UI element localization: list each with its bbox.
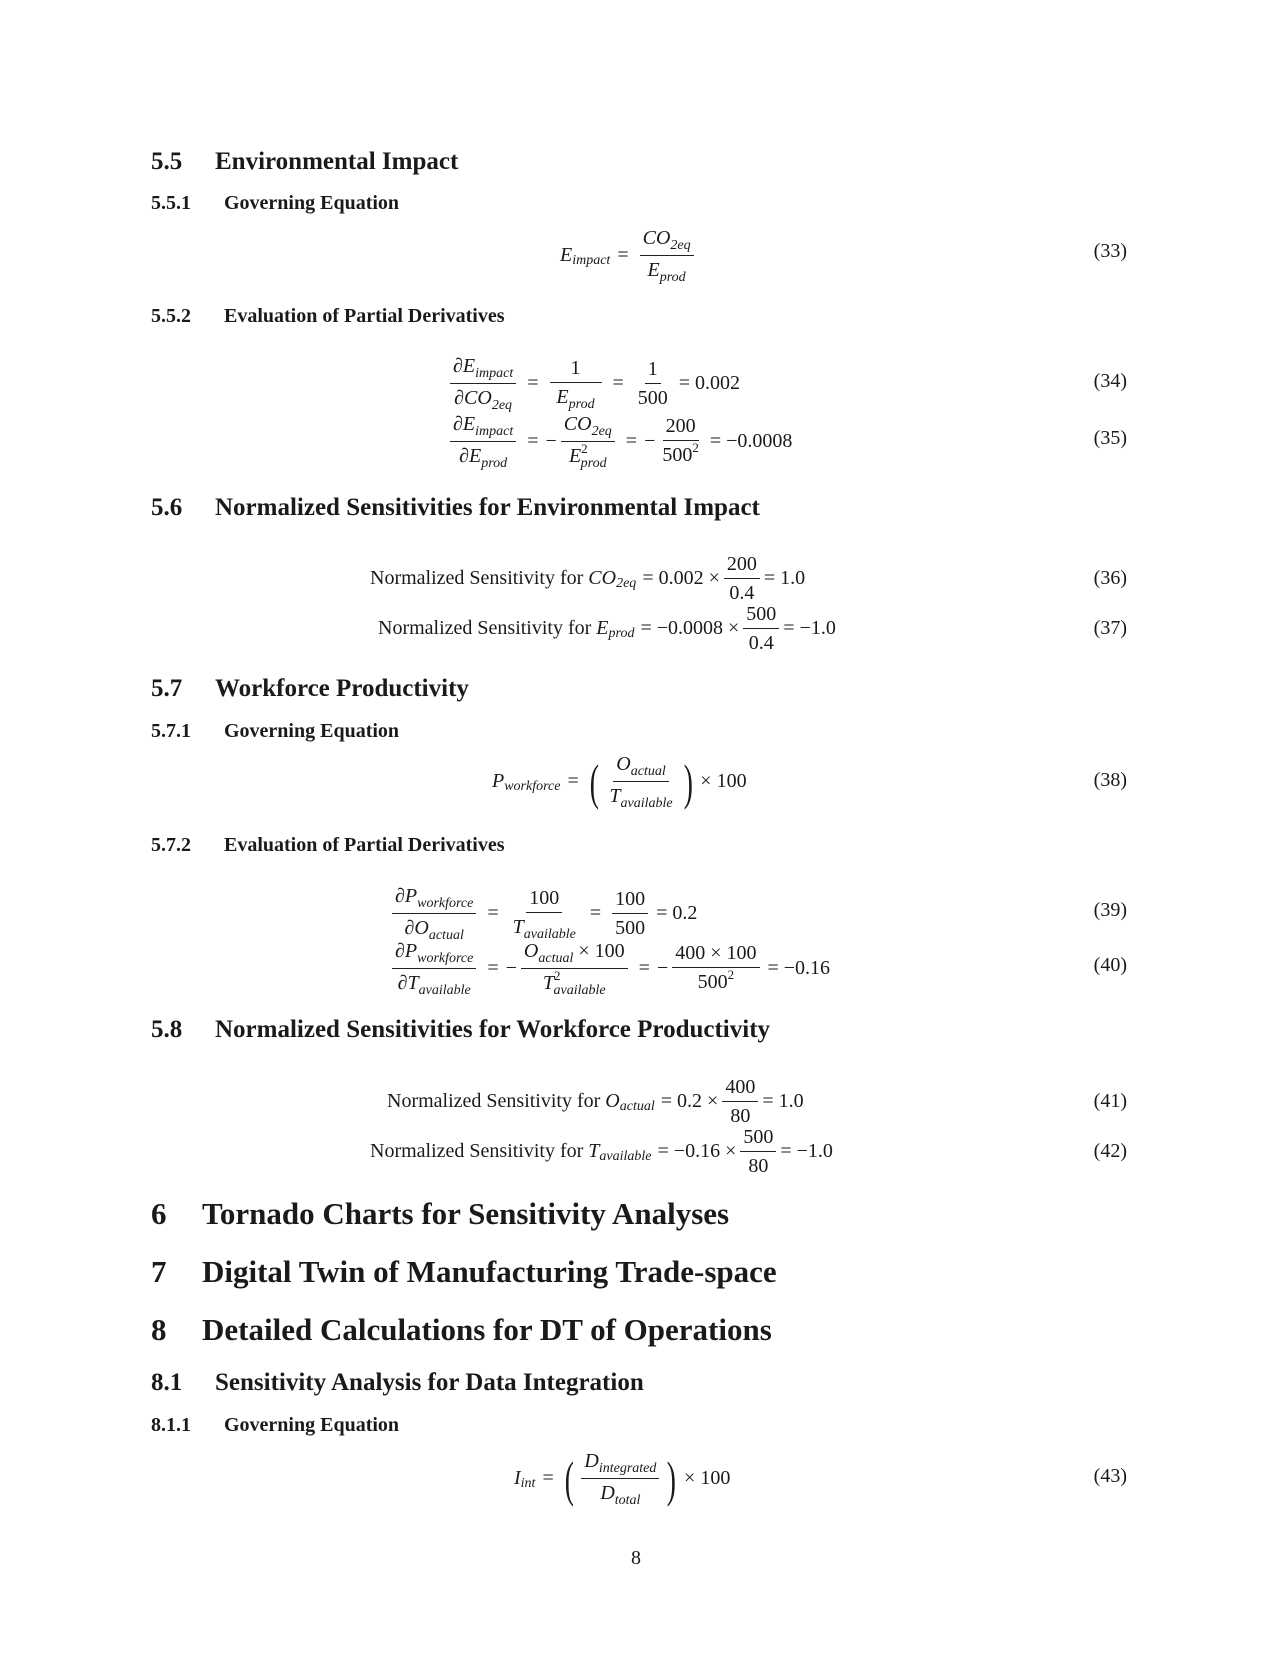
derivative-fraction [392,939,476,998]
close-paren: ) [667,1450,677,1507]
frac-numerator: 1 [645,357,661,384]
frac-denominator: 80 [748,1155,769,1177]
section-number: 5.5 [151,148,183,175]
equation-number-42: (42) [1093,1140,1127,1162]
eq-variable: CO [588,567,617,589]
deriv-num-sub: impact [475,424,514,439]
eq-lhs: E [560,244,573,266]
equation-34 [446,354,740,413]
subsection-heading-5-7-2 [151,834,505,857]
equation-38 [492,752,747,811]
eq-variable: E [596,617,609,639]
eq-result: = −1.0 [780,1140,833,1162]
eq-variable: T [588,1140,600,1162]
eq-variable-sub: available [599,1148,652,1164]
equals-sign: = [542,1467,554,1489]
equation-number-40: (40) [1093,954,1127,976]
chapter-heading-8 [151,1312,772,1348]
equation-37 [378,602,836,655]
equals-sign: = [625,430,638,452]
minus-sign: − [505,957,517,979]
frac-numerator: 1 [550,356,602,383]
eq-expression: = −0.0008 × [640,617,740,639]
close-paren: ) [683,753,693,810]
chapter-number: 7 [151,1254,167,1289]
equals-sign: = [612,372,624,394]
frac-numerator: CO [642,227,671,249]
eq-expression: = −0.16 × [657,1140,737,1162]
frac-denominator-sub: prod [659,270,686,285]
deriv-den: ∂O [404,917,429,939]
equation-43 [514,1449,730,1508]
frac-denominator: 500 [637,387,668,409]
frac-numerator-sub: actual [538,951,574,966]
page-number: 8 [631,1547,641,1569]
frac-numerator: 200 [724,552,760,579]
section-number: 8.1 [151,1369,183,1396]
frac-numerator: CO [563,413,592,435]
equals-sign: = [638,957,650,979]
eq-label: Normalized Sensitivity for [370,1140,584,1162]
fraction [724,552,760,605]
section-heading-5-6 [151,494,760,522]
frac-denominator: E [556,385,569,408]
section-heading-5-7 [151,675,469,703]
deriv-num-sub: workforce [417,896,474,911]
frac-denominator: 500 [615,917,646,939]
subsection-heading-8-1-1 [151,1414,399,1437]
section-number: 5.8 [151,1016,183,1043]
frac-denominator: T [542,972,555,994]
minus-sign: − [644,430,656,452]
eq-lhs: P [492,770,505,792]
fraction [521,939,628,998]
equation-40 [388,939,830,998]
deriv-den-sub: available [418,983,471,998]
frac-denominator: D [600,1482,615,1504]
deriv-den: ∂E [459,445,482,467]
equation-number-36: (36) [1093,567,1127,589]
deriv-num: ∂P [395,885,418,907]
subsection-number: 8.1.1 [151,1414,191,1436]
eq-expression: = 0.002 × [642,567,720,589]
eq-variable-sub: actual [619,1098,655,1114]
deriv-den-sub: prod [481,456,508,471]
frac-denominator-sup: 2 [727,967,735,982]
eq-result: = −1.0 [783,617,836,639]
eq-label: Normalized Sensitivity for [378,617,592,639]
equals-sign: = [567,770,579,792]
frac-denominator: E [647,259,660,281]
frac-numerator: O [616,753,631,775]
section-title: Normalized Sensitivities for Environmental Impact [215,494,760,521]
chapter-number: 8 [151,1312,167,1347]
frac-denominator: E [568,445,582,467]
section-heading-8-1 [151,1369,644,1397]
fraction [561,412,615,471]
equals-sign: = [487,902,499,924]
deriv-num: ∂E [453,413,476,435]
frac-denominator: 500 [662,444,693,466]
frac-denominator-sub: available [523,926,576,942]
eq-expression: = 0.2 × [660,1090,719,1112]
section-title: Workforce Productivity [215,675,469,702]
fraction [510,886,579,942]
equation-number-33: (33) [1093,240,1127,262]
subsection-title: Evaluation of Partial Derivatives [224,834,505,856]
eq-variable-sub: prod [608,625,635,641]
fraction [612,887,648,940]
fraction [740,1125,776,1178]
equation-number-35: (35) [1093,427,1127,449]
frac-numerator: 500 [743,602,779,629]
frac-numerator-sub: integrated [598,1461,657,1476]
derivative-fraction [450,412,516,471]
chapter-title: Detailed Calculations for DT of Operations [202,1312,772,1347]
fraction [722,1075,758,1128]
subsection-title: Governing Equation [224,720,400,742]
section-title: Environmental Impact [215,148,459,175]
subsection-heading-5-5-2 [151,305,505,328]
eq-result: = −0.0008 [709,430,793,452]
eq-variable-sub: 2eq [616,575,637,591]
eq-label: Normalized Sensitivity for [370,567,584,589]
chapter-heading-6 [151,1196,729,1232]
frac-denominator: 0.4 [729,582,755,604]
fraction [581,1449,659,1508]
eq-lhs-sub: impact [572,252,611,268]
fraction [672,941,759,996]
chapter-title: Digital Twin of Manufacturing Trade-space [202,1254,777,1289]
frac-denominator-sup: 2 [581,441,588,456]
subsection-title: Governing Equation [224,1414,400,1436]
open-paren: ( [589,753,599,810]
chapter-title: Tornado Charts for Sensitivity Analyses [202,1196,730,1231]
equation-number-34: (34) [1093,370,1127,392]
fraction [550,356,602,412]
chapter-heading-7 [151,1254,777,1290]
subsection-number: 5.5.1 [151,192,191,214]
frac-numerator-sub: 2eq [591,424,612,439]
deriv-num-sub: workforce [417,951,474,966]
frac-denominator-sub: available [620,796,673,811]
eq-tail: × 100 [684,1467,731,1489]
equals-sign: = [527,430,539,452]
frac-numerator: 400 [722,1075,758,1102]
section-number: 5.6 [151,494,183,521]
frac-numerator: 400 × 100 [672,941,759,968]
frac-numerator: D [584,1450,599,1472]
eq-result: = −0.16 [767,957,831,979]
deriv-num-sub: impact [475,366,514,381]
section-title: Normalized Sensitivities for Workforce Productivity [215,1016,771,1043]
subsection-heading-5-5-1 [151,192,399,215]
equation-39 [388,884,697,943]
eq-lhs-sub: workforce [504,778,561,794]
frac-numerator-sub: 2eq [670,238,691,253]
fraction [606,752,675,811]
frac-numerator-tail: × 100 [573,940,625,962]
equals-sign: = [527,372,539,394]
equation-35 [446,412,792,471]
eq-lhs: I [514,1467,521,1489]
frac-numerator-sub: actual [630,764,666,779]
open-paren: ( [564,1450,574,1507]
frac-numerator: 100 [612,887,648,914]
eq-lhs-sub: int [520,1475,536,1491]
eq-result: = 0.2 [656,902,698,924]
section-title: Sensitivity Analysis for Data Integration [215,1369,644,1396]
frac-denominator: 500 [697,971,728,993]
frac-denominator-sub: available [553,983,606,998]
fraction [640,226,694,285]
eq-result: = 1.0 [762,1090,804,1112]
subsection-heading-5-7-1 [151,720,399,743]
fraction [743,602,779,655]
frac-numerator: O [523,940,539,962]
equation-number-37: (37) [1093,617,1127,639]
equals-sign: = [617,244,629,266]
equation-33 [560,226,698,285]
minus-sign: − [545,430,557,452]
section-heading-5-5 [151,148,458,176]
frac-denominator-sup: 2 [554,968,561,983]
equation-number-41: (41) [1093,1090,1127,1112]
derivative-fraction [392,884,476,943]
eq-tail: × 100 [700,770,747,792]
eq-result: = 0.002 [678,372,741,394]
fraction [635,357,671,410]
equals-sign: = [589,902,602,924]
section-number: 5.7 [151,675,183,702]
equation-41 [387,1075,804,1128]
eq-variable: O [605,1090,620,1112]
chapter-number: 6 [151,1196,167,1231]
deriv-den: ∂CO [454,387,492,409]
equation-42 [370,1125,833,1178]
subsection-number: 5.7.2 [151,834,191,856]
deriv-num: ∂E [453,355,476,377]
frac-numerator: 200 [663,414,699,441]
frac-denominator: T [609,785,621,807]
deriv-num: ∂P [395,940,418,962]
equation-number-38: (38) [1093,769,1127,791]
subsection-number: 5.7.1 [151,720,191,742]
deriv-den-sub: 2eq [491,398,513,413]
frac-denominator-sup: 2 [692,440,699,455]
frac-numerator: 100 [526,886,562,913]
equation-number-43: (43) [1093,1465,1127,1487]
derivative-fraction [450,354,516,413]
equation-number-39: (39) [1093,899,1127,921]
minus-sign: − [656,957,669,979]
subsection-number: 5.5.2 [151,305,191,327]
frac-denominator-sub: prod [580,456,607,471]
subsection-title: Evaluation of Partial Derivatives [224,305,505,327]
deriv-den: ∂T [397,972,419,994]
eq-label: Normalized Sensitivity for [387,1090,601,1112]
frac-denominator: 80 [730,1105,751,1127]
frac-denominator-sub: total [614,1493,641,1508]
eq-result: = 1.0 [763,567,806,589]
frac-denominator: T [512,915,524,938]
section-heading-5-8 [151,1016,770,1044]
subsection-title: Governing Equation [224,192,400,214]
deriv-den-sub: actual [428,928,464,943]
fraction [659,414,702,469]
frac-denominator: 0.4 [748,632,774,654]
equation-36 [370,552,805,605]
equals-sign: = [487,957,499,979]
frac-denominator-sub: prod [568,396,595,412]
frac-numerator: 500 [740,1125,776,1152]
